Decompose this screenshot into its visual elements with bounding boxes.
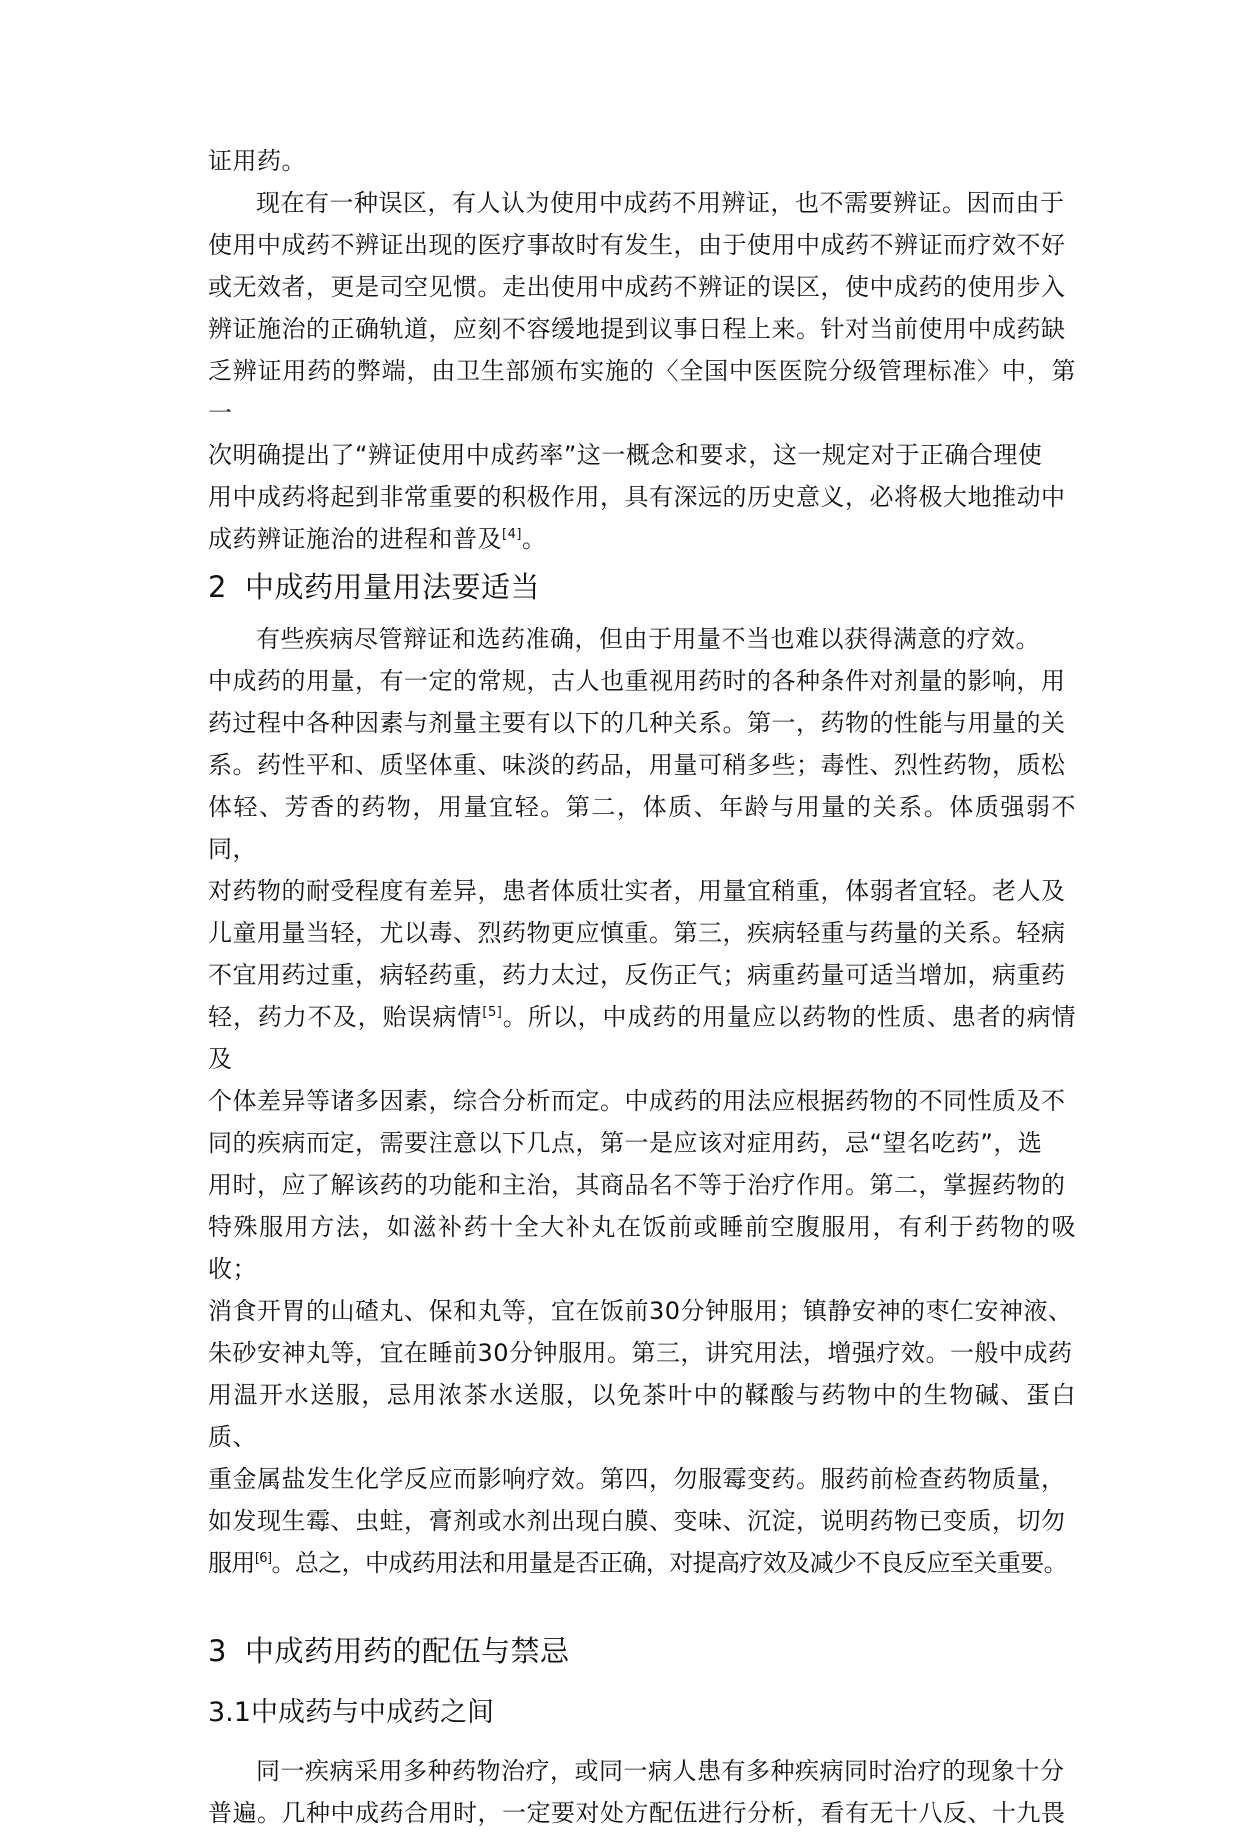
citation-ref: [4] (502, 527, 522, 542)
text-line: 使用中成药不辨证出现的医疗事故时有发生，由于使用中成药不辨证而疗效不好 (208, 231, 1066, 259)
text-line: 如发现生霉、虫蛀，膏剂或水剂出现白膜、变味、沉淀，说明药物已变质，切勿 (208, 1507, 1066, 1535)
paragraph-misconception (208, 182, 1076, 560)
text-line: 同的疾病而定，需要注意以下几点，第一是应该对症用药，忌“望名吃药”，选 (208, 1129, 1043, 1157)
text-line: 药过程中各种因素与剂量主要有以下的几种关系。第一，药物的性能与用量的关 (208, 709, 1066, 737)
subsection-heading: 3.1中成药与中成药之间 (208, 1697, 494, 1728)
text-line: 中成药的用量，有一定的常规，古人也重视用药时的各种条件对剂量的影响，用 (208, 667, 1066, 695)
citation-ref: [5] (482, 1005, 503, 1020)
text-run: 。所以，中成药的用量应以药物的性质、患者的病情及 (208, 1003, 1077, 1073)
section-number: 2 (208, 570, 227, 604)
text-run: 。总之，中成药用法和用量是否正确，对提高疗效及减少不良反应至关重要。 (271, 1549, 1068, 1577)
text-line: 辨证施治的正确轨道，应刻不容缓地提到议事日程上来。针对当前使用中成药缺 (208, 315, 1066, 343)
text-line: 同一疾病采用多种药物治疗，或同一病人患有多种疾病同时治疗的现象十分 (256, 1757, 1065, 1785)
text-line: 个体差异等诸多因素，综合分析而定。中成药的用法应根据药物的不同性质及不 (208, 1087, 1066, 1115)
section-heading-dosage (208, 566, 1076, 608)
text-line: 特殊服用方法，如滋补药十全大补丸在饭前或睡前空腹服用，有利于药物的吸收； (208, 1213, 1076, 1283)
text-line: 不宜用药过重，病轻药重，药力太过，反伤正气；病重药量可适当增加，病重药 (208, 961, 1066, 989)
paragraph-dosage (208, 618, 1076, 1584)
text-line: 对药物的耐受程度有差异，患者体质壮实者，用量宜稍重，体弱者宜轻。老人及 (208, 877, 1066, 905)
text-line: 消食开胃的山碴丸、保和丸等，宜在饭前30分钟服用；镇静安神的枣仁安神液、 (208, 1297, 1073, 1325)
text-line: 普遍。几种中成药合用时，一定要对处方配伍进行分析，看有无十八反、十九畏 (208, 1799, 1066, 1827)
text-line (208, 1542, 1076, 1584)
section-heading-compatibility (208, 1630, 1076, 1672)
section-title: 中成药用量用法要适当 (244, 570, 540, 604)
text-line (208, 518, 1076, 560)
section-title: 中成药用药的配伍与禁忌 (244, 1634, 570, 1668)
text-run: 。 (521, 525, 547, 553)
text-line: 儿童用量当轻，尤以毒、烈药物更应慎重。第三，疾病轻重与药量的关系。轻病 (208, 919, 1066, 947)
text-line: 次明确提出了“辨证使用中成药率”这一概念和要求，这一规定对于正确合理使 (208, 441, 1043, 469)
paragraph-combination (208, 1750, 1076, 1834)
text-line: 乏辨证用药的弊端，由卫生部颁布实施的〈全国中医医院分级管理标准〉中，第一 (208, 357, 1076, 427)
text-run: 成药辨证施治的进程和普及 (208, 525, 502, 553)
text-line: 重金属盐发生化学反应而影响疗效。第四，勿服霉变药。服药前检查药物质量， (208, 1465, 1066, 1493)
text-line: 用中成药将起到非常重要的积极作用，具有深远的历史意义，必将极大地推动中 (208, 483, 1066, 511)
text-line: 体轻、芳香的药物，用量宜轻。第二，体质、年龄与用量的关系。体质强弱不同， (208, 793, 1076, 863)
text-line: 证用药。 (208, 147, 306, 175)
text-line: 用温开水送服，忌用浓茶水送服，以免茶叶中的鞣酸与药物中的生物碱、蛋白质、 (208, 1381, 1076, 1451)
text-line (208, 996, 1076, 1080)
section-number: 3 (208, 1634, 227, 1668)
text-line: 有些疾病尽管辩证和选药准确，但由于用量不当也难以获得满意的疗效。 (256, 625, 1040, 653)
paragraph-continuation (208, 140, 1076, 182)
text-line: 系。药性平和、质坚体重、味淡的药品，用量可稍多些；毒性、烈性药物，质松 (208, 751, 1066, 779)
text-run: 服用 (208, 1549, 255, 1577)
text-run: 轻，药力不及，贻误病情 (208, 1003, 483, 1031)
text-line: 朱砂安神丸等，宜在睡前30分钟服用。第三，讲究用法，增强疗效。一般中成药 (208, 1339, 1073, 1367)
citation-ref: [6] (254, 1551, 272, 1566)
text-line: 用时，应了解该药的功能和主治，其商品名不等于治疗作用。第二，掌握药物的 (208, 1171, 1066, 1199)
text-line: 现在有一种误区，有人认为使用中成药不用辨证，也不需要辨证。因而由于 (256, 189, 1065, 217)
text-line: 或无效者，更是司空见惯。走出使用中成药不辨证的误区，使中成药的使用步入 (208, 273, 1066, 301)
